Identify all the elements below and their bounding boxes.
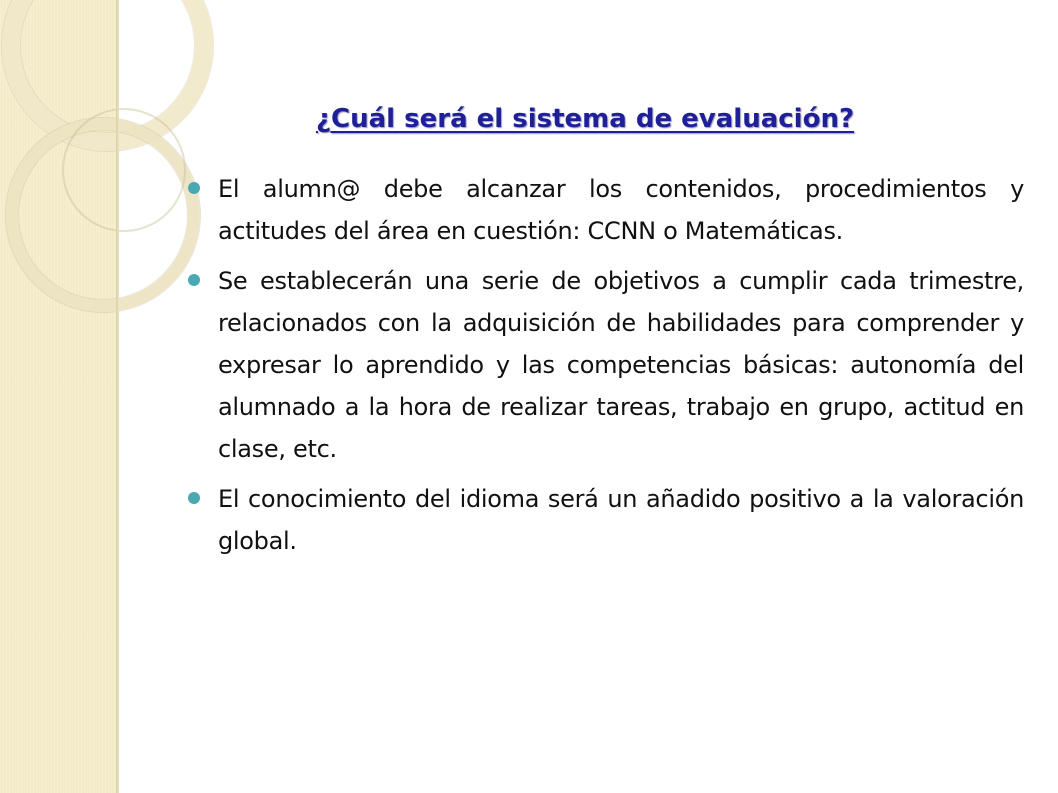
list-item xyxy=(186,478,1024,562)
list-item xyxy=(186,260,1024,470)
slide-title: ¿Cuál será el sistema de evaluación? xyxy=(315,104,855,134)
bullet-text: El alumn@ debe alcanzar los contenidos, procedimientos y actitudes del área en cuestión: CCNN o Matemáticas. xyxy=(218,175,1024,245)
bullet-text: El conocimiento del idioma será un añadido positivo a la valoración global. xyxy=(218,485,1024,555)
bullet-dot-icon xyxy=(188,274,200,286)
bullet-dot-icon xyxy=(188,492,200,504)
list-item xyxy=(186,168,1024,252)
bullet-dot-icon xyxy=(188,182,200,194)
bullet-list xyxy=(186,168,1024,570)
side-panel-edge xyxy=(116,0,119,793)
decorative-side-panel xyxy=(0,0,116,793)
bullet-text: Se establecerán una serie de objetivos a cumplir cada trimestre, relacionados con la adquisición de habilidades para comprender y expresar lo aprendido y las competencias básicas: autonomía del alumnado a la hora de realizar tareas, trabajo en grupo, actitud en clase, etc. xyxy=(218,267,1024,463)
